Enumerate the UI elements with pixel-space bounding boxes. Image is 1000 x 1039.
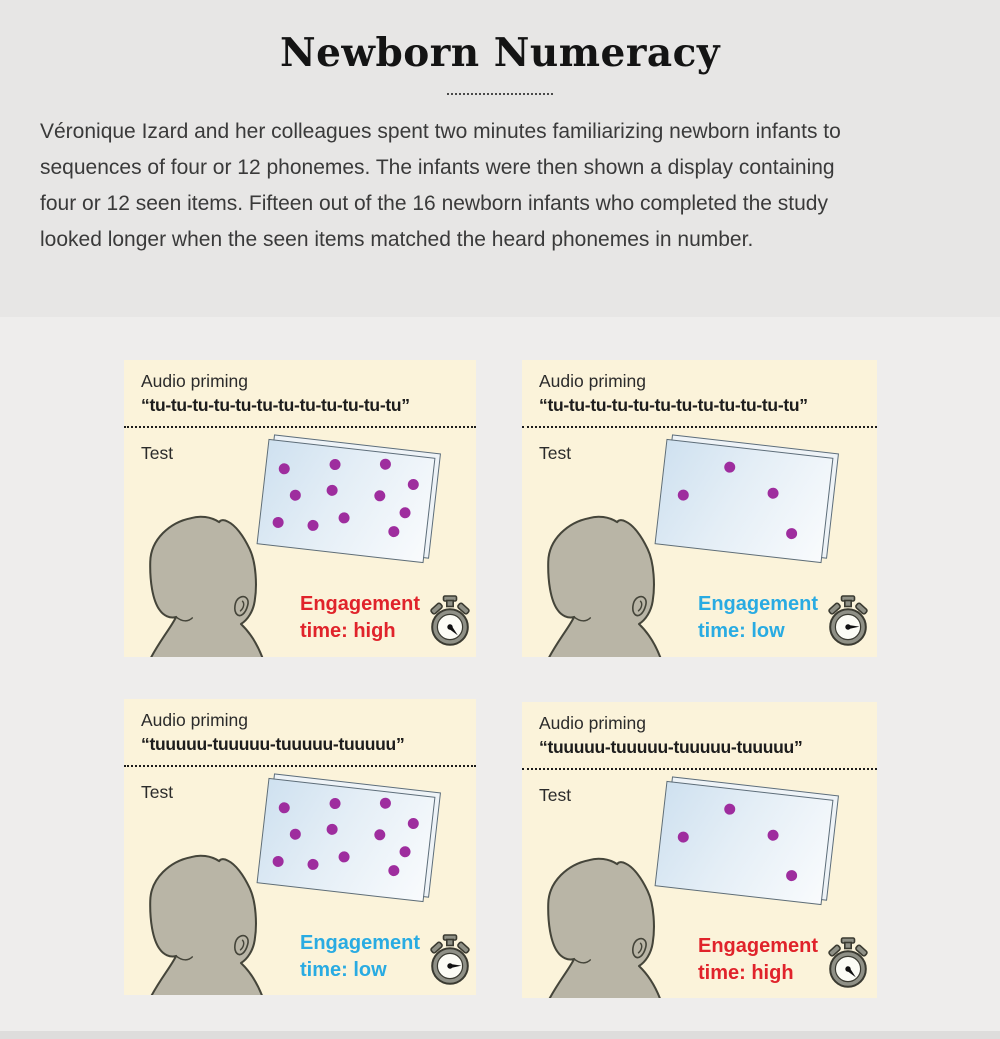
paragraph-line: Véronique Izard and her colleagues spent two minutes familiarizing newborn infants to [40, 120, 841, 143]
infant-silhouette [538, 513, 668, 657]
test-label: Test [539, 785, 572, 805]
stimulus-dot [407, 817, 419, 829]
stimulus-dot [272, 856, 284, 868]
screen-face [257, 778, 436, 902]
stimulus-dot [399, 846, 411, 858]
infant-silhouette [140, 852, 270, 995]
paragraph-line: sequences of four or 12 phonemes. The infants were then shown a display containing [40, 156, 835, 179]
paragraph-line: four or 12 seen items. Fifteen out of the 16 newborn infants who completed the study [40, 192, 828, 215]
phoneme-sequence: “tu-tu-tu-tu-tu-tu-tu-tu-tu-tu-tu-tu” [141, 395, 410, 415]
audio-priming-label: Audio priming [539, 371, 646, 391]
stimulus-dot [278, 802, 290, 814]
stimulus-dot [388, 865, 400, 877]
stimulus-dot [677, 489, 689, 501]
page-title: Newborn Numeracy [279, 30, 721, 76]
panel-dotted-divider [124, 765, 476, 767]
engagement-time-label: Engagement time: high [698, 935, 819, 984]
screen-face [655, 781, 834, 905]
panel-dotted-divider [522, 426, 877, 428]
header-section [0, 0, 1000, 317]
stimulus-dot [307, 519, 319, 531]
audio-priming-label: Audio priming [539, 713, 646, 733]
engagement-time-label: Engagement time: high [300, 593, 421, 642]
test-label: Test [141, 443, 174, 463]
stimulus-dot [329, 797, 341, 809]
infant-silhouette [538, 855, 668, 998]
stimulus-dot [677, 831, 689, 843]
display-screen [257, 778, 436, 902]
display-screen [655, 439, 834, 563]
stimulus-dot [329, 458, 341, 470]
infant-silhouette [140, 513, 270, 657]
condition-panel-top-left [124, 360, 476, 657]
display-screen [257, 439, 436, 563]
audio-priming-label: Audio priming [141, 371, 248, 391]
condition-panel-bottom-left [124, 699, 476, 995]
stimulus-dot [379, 459, 391, 471]
phoneme-sequence: “tuuuuu-tuuuuu-tuuuuu-tuuuuu” [539, 737, 803, 757]
paragraph-line: looked longer when the seen items matched the heard phonemes in number. [40, 228, 754, 251]
stimulus-dot [767, 487, 779, 499]
stimulus-dot [338, 850, 350, 862]
panel-dotted-divider [124, 426, 476, 428]
stopwatch-icon [426, 934, 474, 988]
stimulus-dot [786, 528, 798, 540]
stopwatch-icon [824, 937, 872, 991]
engagement-time-label: Engagement time: low [698, 593, 819, 642]
stimulus-dot [289, 489, 301, 501]
screen-face [655, 439, 834, 563]
stimulus-dot [399, 507, 411, 519]
stimulus-dot [723, 461, 735, 473]
stimulus-dot [786, 870, 798, 882]
engagement-time-label: Engagement time: low [300, 932, 421, 981]
footer-strip [0, 1031, 1000, 1039]
stimulus-dot [326, 484, 338, 496]
stimulus-dot [723, 803, 735, 815]
phoneme-sequence: “tu-tu-tu-tu-tu-tu-tu-tu-tu-tu-tu-tu” [539, 395, 808, 415]
audio-priming-label: Audio priming [141, 710, 248, 730]
test-label: Test [141, 782, 174, 802]
stimulus-dot [272, 517, 284, 529]
stimulus-dot [289, 828, 301, 840]
stimulus-dot [379, 798, 391, 810]
stimulus-dot [326, 823, 338, 835]
stimulus-dot [338, 511, 350, 523]
stimulus-dot [374, 828, 386, 840]
condition-panel-bottom-right [522, 702, 877, 998]
stimulus-dot [407, 478, 419, 490]
title-dotted-divider [447, 93, 553, 95]
intro-paragraph [40, 114, 964, 258]
stimulus-dot [767, 829, 779, 841]
stimulus-dot [388, 526, 400, 538]
panel-dotted-divider [522, 768, 877, 770]
stimulus-dot [307, 858, 319, 870]
stimulus-dot [374, 489, 386, 501]
test-label: Test [539, 443, 572, 463]
condition-panel-top-right [522, 360, 877, 657]
phoneme-sequence: “tuuuuu-tuuuuu-tuuuuu-tuuuuu” [141, 734, 405, 754]
stopwatch-icon [426, 595, 474, 649]
stimulus-dot [278, 463, 290, 475]
display-screen [655, 781, 834, 905]
stopwatch-icon [824, 595, 872, 649]
screen-face [257, 439, 436, 563]
